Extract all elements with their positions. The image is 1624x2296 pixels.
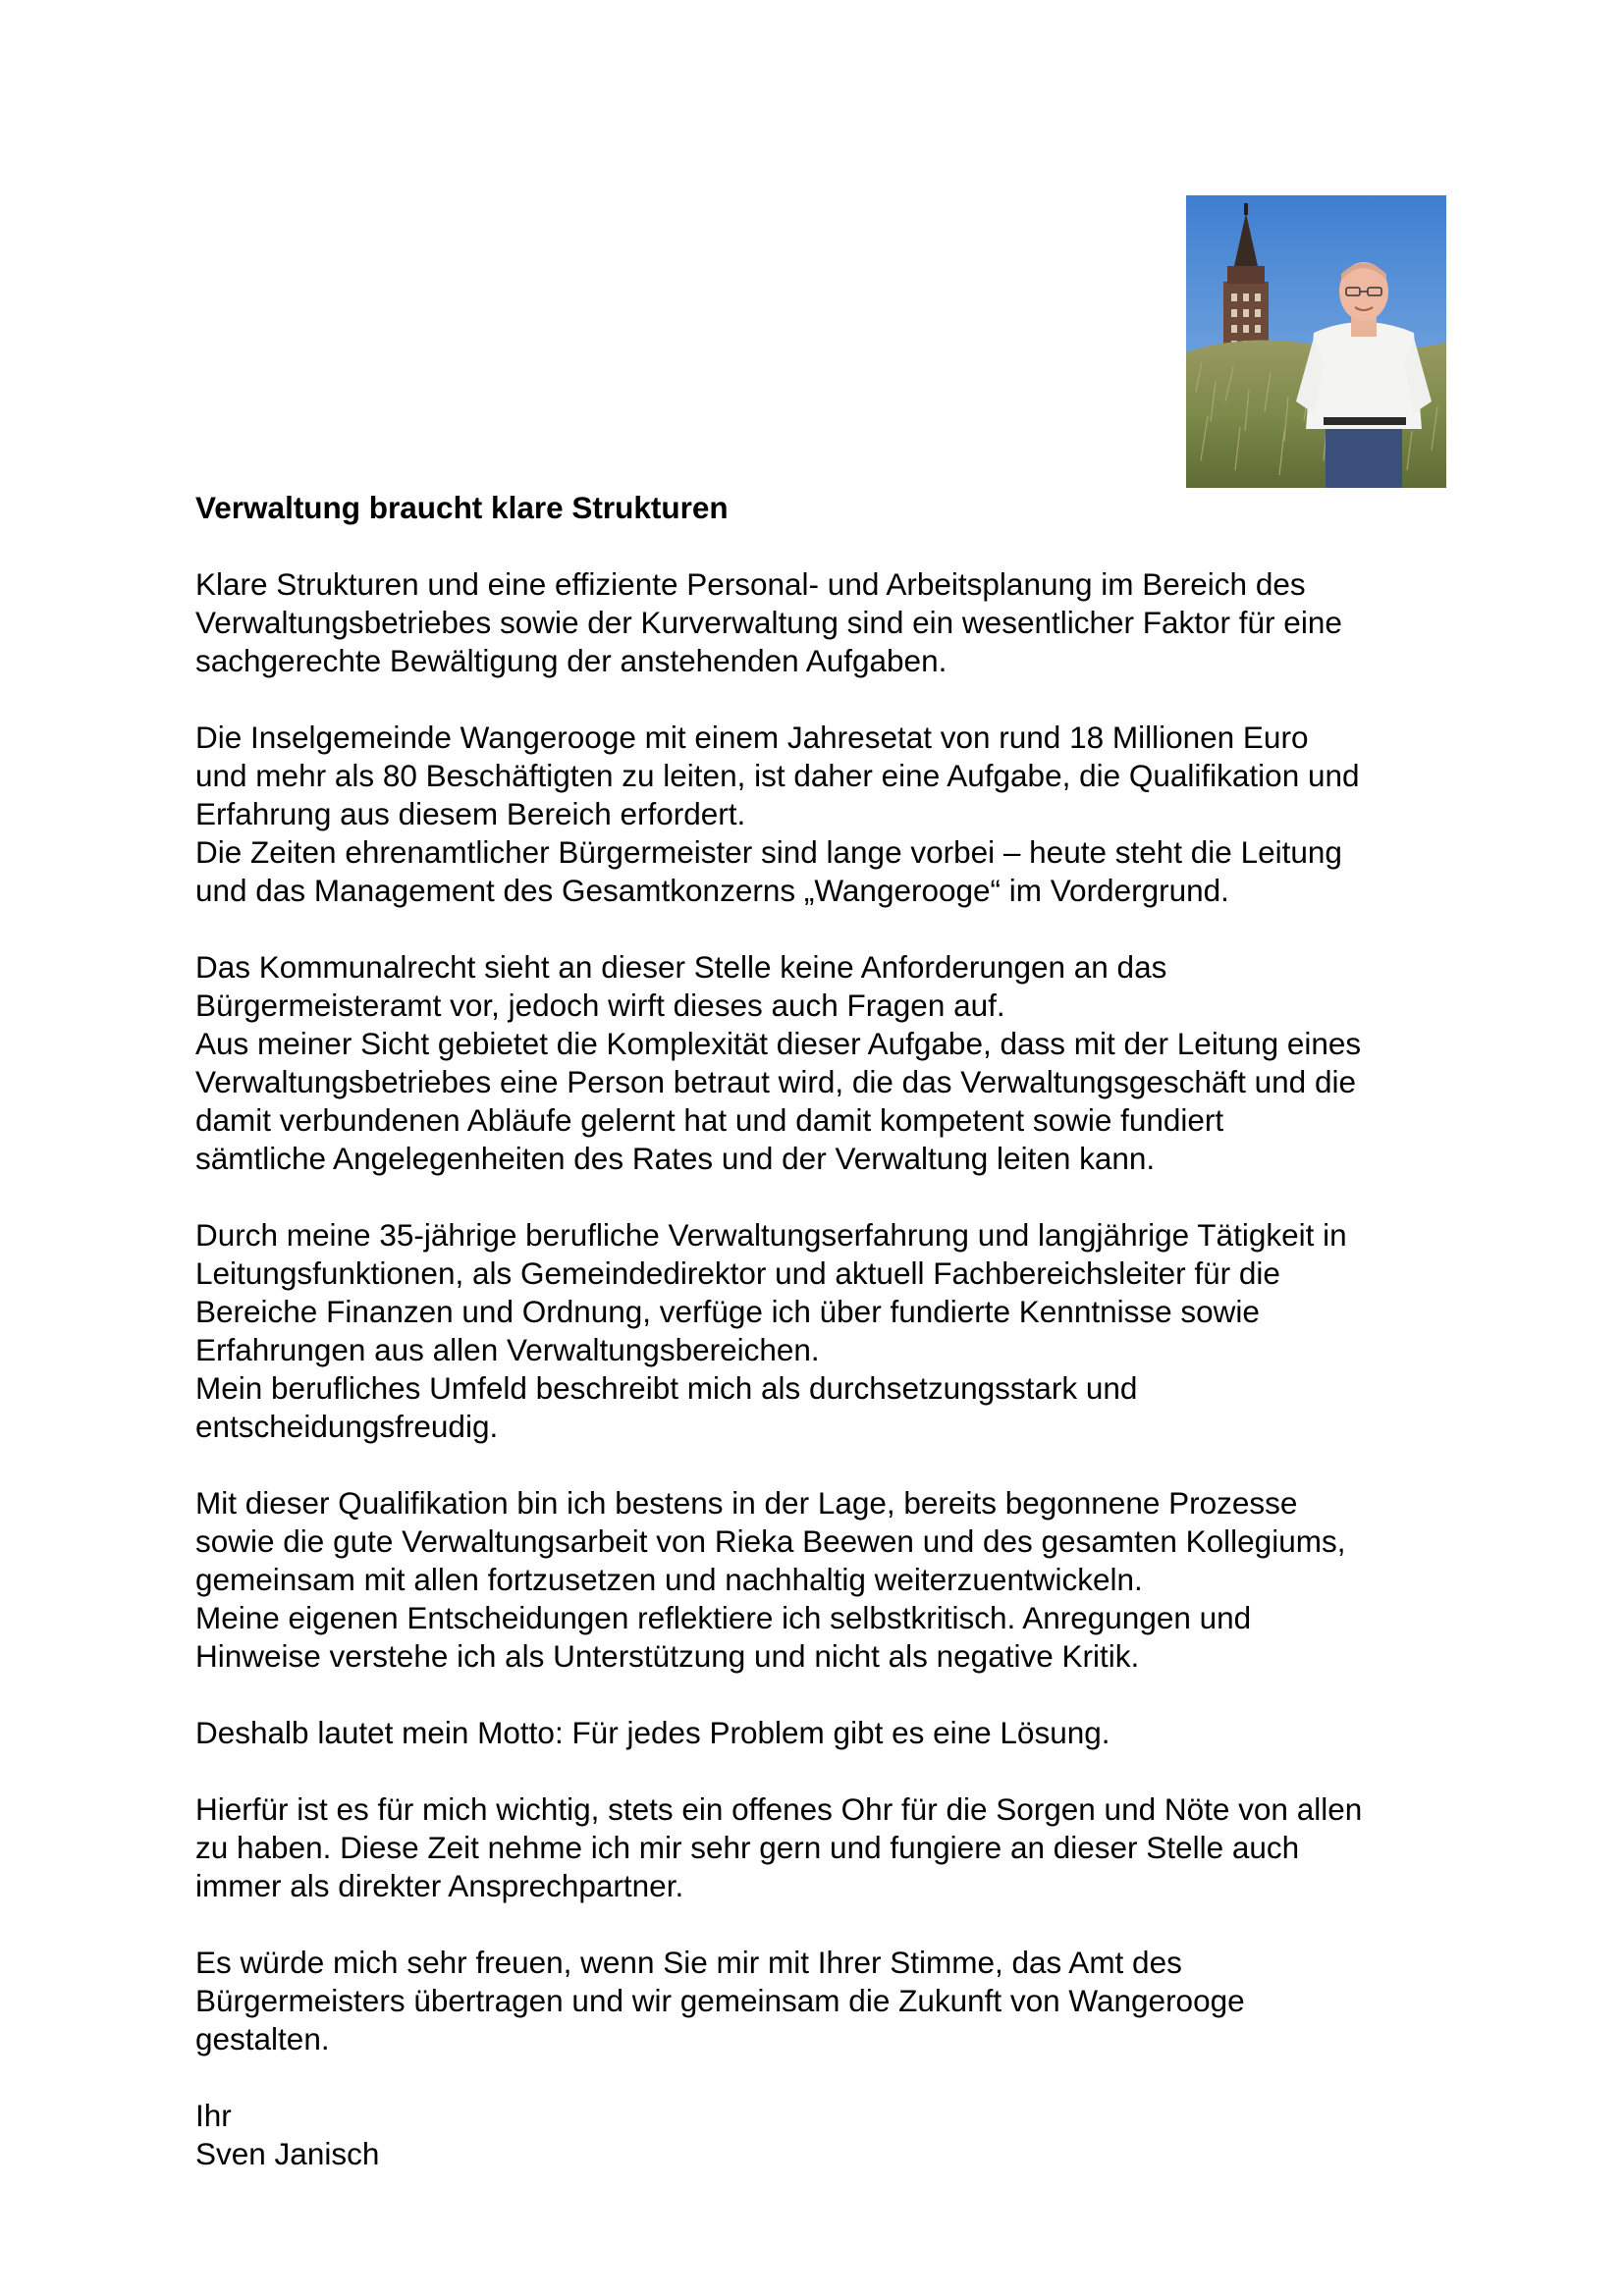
paragraphs: [195, 565, 1472, 2058]
paragraph-line: Die Inselgemeinde Wangerooge mit einem Jahresetat von rund 18 Millionen Euro: [195, 720, 1309, 755]
paragraph-line: gemeinsam mit allen fortzusetzen und nachhaltig weiterzuentwickeln.: [195, 1562, 1143, 1597]
paragraph-line: Mit dieser Qualifikation bin ich bestens in der Lage, bereits begonnene Prozesse: [195, 1485, 1298, 1521]
paragraph-line: entscheidungsfreudig.: [195, 1409, 499, 1444]
closing: [195, 2097, 1472, 2173]
paragraph-line: Erfahrungen aus allen Verwaltungsbereichen.: [195, 1332, 820, 1367]
paragraph-line: Verwaltungsbetriebes sowie der Kurverwaltung sind ein wesentlicher Faktor für eine: [195, 605, 1342, 640]
paragraph-line: Bürgermeisteramt vor, jedoch wirft dieses auch Fragen auf.: [195, 988, 1005, 1023]
page-title: Verwaltung braucht klare Strukturen: [195, 490, 729, 525]
paragraph: [195, 719, 1472, 910]
paragraph-line: Hierfür ist es für mich wichtig, stets ein offenes Ohr für die Sorgen und Nöte von allen: [195, 1791, 1363, 1827]
paragraph-line: und das Management des Gesamtkonzerns „Wangerooge“ im Vordergrund.: [195, 873, 1229, 908]
paragraph-line: immer als direkter Ansprechpartner.: [195, 1868, 684, 1903]
paragraph-line: damit verbundenen Abläufe gelernt hat und damit kompetent sowie fundiert: [195, 1102, 1224, 1138]
paragraph: [195, 1714, 1472, 1752]
paragraph-line: Das Kommunalrecht sieht an dieser Stelle keine Anforderungen an das: [195, 949, 1167, 985]
closing-salutation: Ihr: [195, 2098, 232, 2133]
paragraph-line: Es würde mich sehr freuen, wenn Sie mir mit Ihrer Stimme, das Amt des: [195, 1945, 1182, 1980]
paragraph-line: Bürgermeisters übertragen und wir gemeinsam die Zukunft von Wangerooge: [195, 1983, 1245, 2018]
paragraph: [195, 1790, 1472, 1905]
paragraph-line: sachgerechte Bewältigung der anstehenden Aufgaben.: [195, 643, 947, 678]
paragraph: [195, 1944, 1472, 2058]
paragraph-line: sämtliche Angelegenheiten des Rates und der Verwaltung leiten kann.: [195, 1141, 1156, 1176]
signature-name: Sven Janisch: [195, 2136, 380, 2171]
paragraph-line: Klare Strukturen und eine effiziente Personal- und Arbeitsplanung im Bereich des: [195, 566, 1306, 602]
paragraph: [195, 565, 1472, 680]
paragraph-line: Hinweise verstehe ich als Unterstützung und nicht als negative Kritik.: [195, 1638, 1140, 1674]
paragraph: [195, 1484, 1472, 1676]
portrait-photo-icon: [1186, 195, 1446, 488]
paragraph-line: Die Zeiten ehrenamtlicher Bürgermeister sind lange vorbei – heute steht die Leitung: [195, 834, 1342, 870]
paragraph-line: Leitungsfunktionen, als Gemeindedirektor und aktuell Fachbereichsleiter für die: [195, 1255, 1280, 1291]
paragraph-line: sowie die gute Verwaltungsarbeit von Rieka Beewen und des gesamten Kollegiums,: [195, 1523, 1346, 1559]
paragraph-line: Erfahrung aus diesem Bereich erfordert.: [195, 796, 746, 831]
paragraph-line: Aus meiner Sicht gebietet die Komplexität dieser Aufgabe, dass mit der Leitung eines: [195, 1026, 1362, 1061]
paragraph-line: Verwaltungsbetriebes eine Person betraut wird, die das Verwaltungsgeschäft und die: [195, 1064, 1356, 1099]
paragraph-line: gestalten.: [195, 2021, 330, 2056]
paragraph: [195, 948, 1472, 1178]
portrait-photo: [1186, 195, 1446, 488]
letter-body: [195, 489, 1472, 2173]
paragraph: [195, 1216, 1472, 1446]
paragraph-line: Meine eigenen Entscheidungen reflektiere ich selbstkritisch. Anregungen und: [195, 1600, 1252, 1635]
paragraph-line: Deshalb lautet mein Motto: Für jedes Problem gibt es eine Lösung.: [195, 1715, 1110, 1750]
paragraph-line: zu haben. Diese Zeit nehme ich mir sehr gern und fungiere an dieser Stelle auch: [195, 1830, 1300, 1865]
paragraph-line: Mein berufliches Umfeld beschreibt mich als durchsetzungsstark und: [195, 1370, 1138, 1406]
paragraph-line: Bereiche Finanzen und Ordnung, verfüge ich über fundierte Kenntnisse sowie: [195, 1294, 1260, 1329]
paragraph-line: und mehr als 80 Beschäftigten zu leiten, ist daher eine Aufgabe, die Qualifikation und: [195, 758, 1360, 793]
paragraph-line: Durch meine 35-jährige berufliche Verwaltungserfahrung und langjährige Tätigkeit in: [195, 1217, 1347, 1253]
